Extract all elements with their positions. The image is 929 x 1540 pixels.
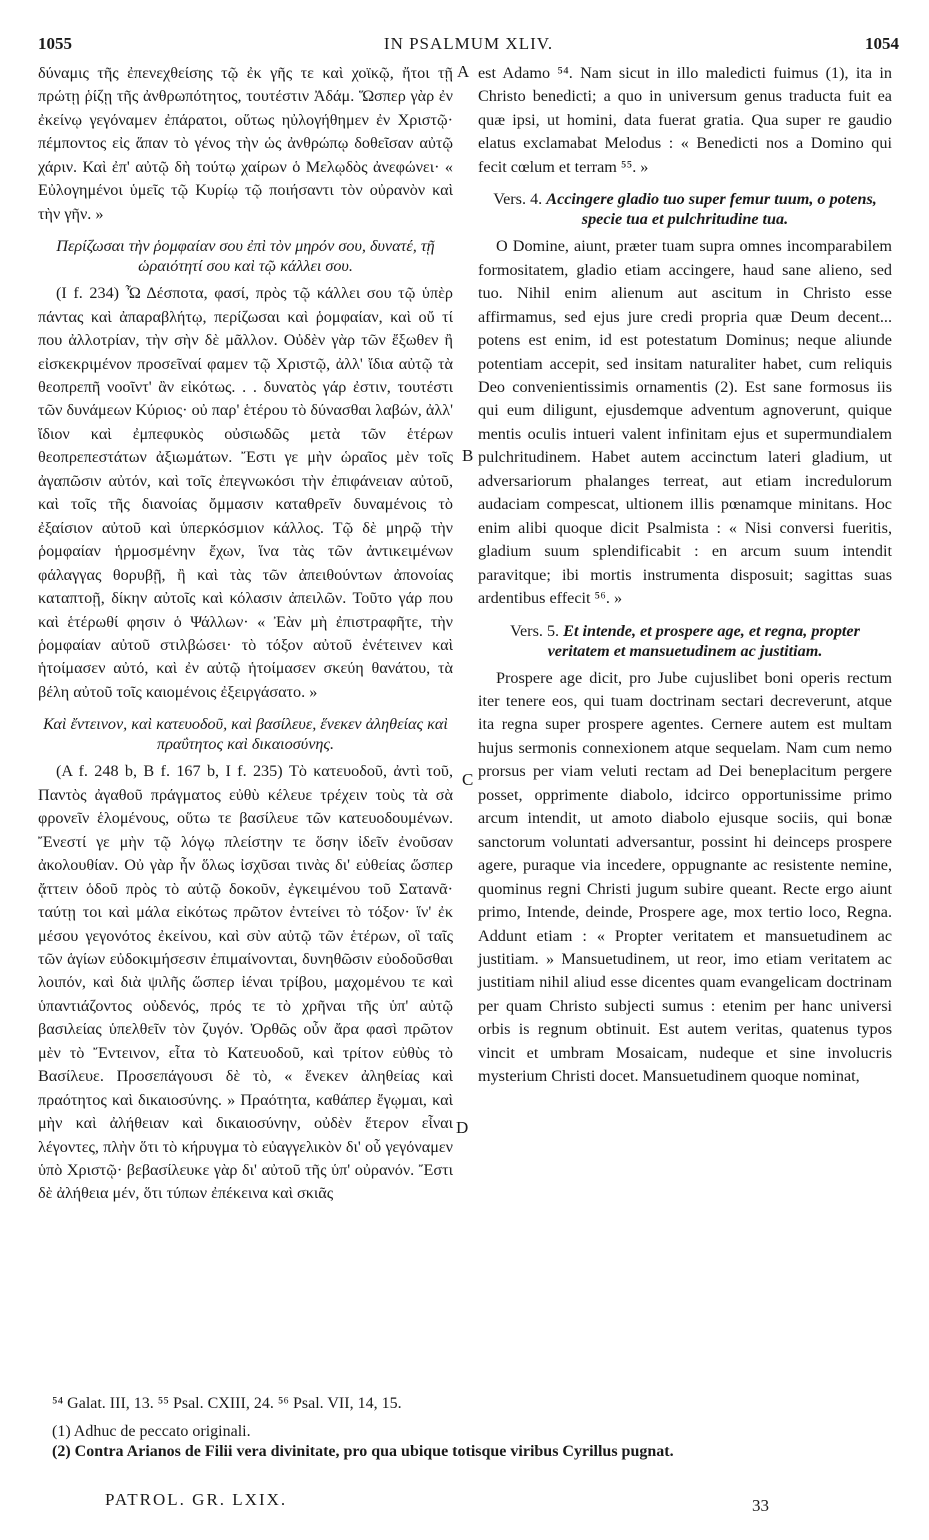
running-title: IN PSALMUM XLIV.	[383, 34, 554, 53]
latin-intro: est Adamo ⁵⁴. Nam sicut in illo maledicti fuimus (1), ita in Christo benedicti; a quo in universum genus traducta fuit ea quæ ipsi, ut homini, data fuerat gratia. Qua super re gaudio elatus exclamabat Melodus : « Benedicti nos a Domino qui fecit cœlum et terram ⁵⁵. »	[478, 64, 892, 176]
margin-marker-c: C	[462, 770, 474, 789]
latin-verse-4-text: Accingere gladio tuo super femur tuum, o potens, specie tua et pulchritudine tua.	[546, 190, 877, 229]
latin-verse-5	[478, 621, 892, 661]
greek-verse-4: Περίζωσαι τὴν ῥομφαίαν σου ἐπὶ τὸν μηρόν σου, δυνατέ, τῇ ὡραιότητί σου καὶ τῷ κάλλει σου.	[56, 237, 435, 276]
latin-verse-5-text: Et intende, et prospere age, et regna, propter veritatem et mansuetudinem ac justitiam.	[547, 621, 860, 660]
series-signature: PATROL. GR. LXIX.	[105, 1490, 288, 1509]
latin-verse-5-label: Vers. 5.	[510, 621, 560, 640]
greek-verse-5: Καὶ ἔντεινον, καὶ κατευοδοῦ, καὶ βασίλευε, ἕνεκεν ἀληθείας καὶ πραΰτητος καὶ δικαιοσύνης.	[43, 715, 448, 754]
latin-verse-4	[478, 189, 892, 229]
footnote-2: (2) Contra Arianos de Filii vera divinitate, pro qua ubique totisque viribus Cyrillus pugnat.	[52, 1443, 674, 1460]
greek-commentary-5: (A f. 248 b, B f. 167 b, I f. 235) Τὸ κατευοδοῦ, ἀντὶ τοῦ, Παντὸς ἀγαθοῦ πράγματος εὐθὺ κέλευε τρέχειν τοὺς τὰ σὰ φρονεῖν ἑλομένους, οὕτω τε βασίλευε τῶν κατευοδουμένων. Ἔνεστί γε μὴν τῷ λόγῳ πλείστην τε ὅσην ἰδεῖν ἐνοῦσαν ἀκολουθίαν. Οὐ γὰρ ἦν ὅλως ἰσχῦσαι τινὰς δι' εὐθείας ὥσπερ ᾄττειν ὁδοῦ πρὸς τὸ αὐτῷ δοκοῦν, ἐγκειμένου τοῦ Σατανᾶ· ταύτῃ τοι καὶ μάλα εἰκότως πρῶτον ἐντείνει τὸ τόξον· ἵν' ἐκ μέσου γεγονότος ἐκείνου, καὶ σὺν αὐτῷ τῶν ἑτέρων, οἳ ταῖς τῶν ἁγίων εὐδοκιμήσεσιν ἐπιμαίνονται, δυνηθῶσιν εὐοδοῦσθαι λοιπόν, καὶ διὰ ψιλῆς ὥσπερ ἰέναι τρίβου, μαχομένου τε καὶ ὑπαντιάζοντος οὐδενός, πρός τε τὸ χρῆναι τῆς ὑπ' αὐτῷ βασιλείας ὑπελθεῖν τὸν ζυγόν. Ὀρθῶς οὖν ἄρα φασὶ πρῶτον μὲν τὸ Ἔντεινον, εἶτα τὸ Κατευοδοῦ, καὶ τρίτον εὐθὺς τὸ Βασίλευε. Προσεπάγουσι δὲ τὸ, « ἕνεκεν ἀληθείας καὶ πραότητος καὶ δικαιοσύνης. » Πραότητα, καθάπερ ἔγῳμαι, καὶ μὴν καὶ ἀλήθειαν καὶ δικαιοσύνην, οὐδὲν ἕτερον εἶναι λέγοντες, πλὴν ὅτι τὸ κήρυγμα τὸ εὐαγγελικὸν δι' οὗ γεγόναμεν ὑπὸ Χριστῷ· βεβασίλευκε γὰρ δι' αὐτοῦ τῆς ὑπ' οὐρανόν. Ἔστι δὲ ἀλήθεια μέν, ὅτι τύπων ἐπέκεινα καὶ σκιᾶς	[38, 762, 453, 1203]
greek-commentary-4: (I f. 234) Ὦ Δέσποτα, φασί, πρὸς τῷ κάλλει σου τῷ ὑπὲρ πάντας καὶ ἀπαραβλήτῳ, περίζωσαι καὶ ῥομφαίαν, καὶ οὔ τί που ἀλλοτρίαν, τὴν σὴν δὲ μᾶλλον. Οὐδὲν γὰρ τῶν ἔξωθεν ἢ εἰσκεκριμένον προσεῖναί φαμεν τῷ Χριστῷ, ἀλλ' ἴδια αὐτῷ τὰ θεοπρεπῆ νοοῖντ' ἂν εἰκότως. . . δυνατὸς γάρ ἐστιν, τουτέστι τῶν δυνάμεων Κύριος· οὐ παρ' ἑτέρου τὸ δύνασθαι λαβών, ἀλλ' ἴδιον καὶ ἐμπεφυκὸς οὐσιωδῶς μετὰ τῶν ἑτέρων θεοπρεπεστάτων ἀξιωμάτων. Ἔστι γε μὴν ὡραῖος μὲν τοῖς ἀγαπῶσιν αὐτόν, καὶ τοῖς ἐπεγνωκόσι τὴν ἐπιφάνειαν αὐτοῦ, καὶ τοῖς τῆς διανοίας ὄμμασιν καταθρεῖν δυναμένοις τὸ ἐξαίσιον αὐτοῦ καὶ ὑπερκόσμιον κάλλος. Τῷ δὲ μηρῷ τὴν ῥομφαίαν ἡρμοσμένην ἔχων, ἵνα τὰς τῶν ἀντικειμένων φάλαγγας θορυβῇ, ἢ καὶ τὰς τῶν ἀπειθούντων ἀπονοίας καταπτοῇ, δίκην αὐτοῖς καὶ κόλασιν ἀπειλῶν. Τοῦτο γάρ που καὶ ἑτέρωθί φησιν ὁ Ψάλλων· « Ἐὰν μὴ ἐπιστραφῆτε, τὴν ῥομφαίαν αὐτοῦ στιλβώσει· τὸ τόξον αὐτοῦ ἐνέτεινεν καὶ ἡτοίμασεν αὐτό, καὶ ἐν αὐτῷ ἡτοίμασεν σκεύη θανάτου, τὰ βέλη αὐτοῦ τοῖς καιομένοις ἐξειργάσατο. »	[38, 284, 453, 701]
margin-marker-b: B	[462, 446, 474, 465]
signature-number: 33	[752, 1496, 769, 1515]
greek-intro: δύναμις τῆς ἐπενεχθείσης τῷ ἐκ γῆς τε καὶ χοϊκῷ, ἤτοι τῇ πρώτῃ ῥίζῃ τῆς ἀνθρωπότητος, τουτέστιν Ἀδάμ. Ὥσπερ γὰρ ἐν ἐκείνῳ γεγόναμεν ἐπάρατοι, οὕτως ηὐλογήθημεν ἐν Χριστῷ· πέμποντος εἰς ἅπαν τὸ γένος τὴν ὡς ἀνθρώπῳ δοθεῖσαν αὐτῷ χάριν. Καὶ ἐπ' αὐτῷ δὴ τούτῳ χαίρων ὁ Μελῳδὸς ἀνεφώνει· « Εὐλογημένοι ὑμεῖς τῷ Κυρίῳ τῷ ποιήσαντι τὸν οὐρανὸν καὶ τὴν γῆν. »	[38, 64, 453, 223]
latin-commentary-5: Prospere age dicit, pro Jube cujuslibet boni operis rectum iter tenere eos, qui tuam doctrinam sectari decreverunt, atque ita regna super prospere agentes. Cernere autem est multam hujus sermonis connexionem atque sequelam. Nam cum nemo prorsus per viam veluti rectam ad Dei beneplacitum pergere posset, opprimente diabolo, idcirco opportunissime primo arcum intendit, ut amoto diabolo ejusque sociis, qui bonæ sanctorum voluntati adversantur, possint hi deinceps prospere agere, puraque via incedere, oppugnante ac resistente nemine, quominus regni Christi jugum subire queant. Recte ergo aiunt primo, Intende, deinde, Prospere age, mox tertio loco, Regna. Addunt etiam : « Propter veritatem et mansuetudinem ac justitiam. » Mansuetudinem, ut reor, imo etiam veritatem ac justitiam nihil aliud esse dicentes quam evangelicam doctrinam per quam Christo subjecti sumus : etenim per hanc universi orbis is regnum obtinuit. Est autem veritas, quatenus typos vincit et umbram Mosaicam, nudeque et sine involucris mysterium Christi docet. Mansuetudinem quoque nominat,	[478, 668, 892, 1086]
latin-commentary-4: O Domine, aiunt, præter tuam supra omnes incomparabilem formositatem, gladio etiam accingere, haud sane alieno, sed tuo. Nihil enim alienum aut ascitum in Christo esse affirmamus, sed ejus jure credi propria quæ Deum decent... potens est enim, id est potestatum Dominus; neque aliunde potentiam accepit, sed insitam naturaliter habet, cum reliquis Deo convenientissimis ornamentis (2). Est sane formosus iis qui eum diligunt, ejusdemque adventum agnoverunt, quique mentis oculis intueri valent infinitam ejus et supermundialem pulchritudinem. Habet autem accinctum lateri gladium, ut adversariorum phalanges terreat, aut etiam incredulorum audaciam compescat, ultionem illis pœnamque minitans. Hoc enim alibi quoque dicit Psalmista : « Nisi conversi fueritis, gladium suum splendificabit : en arcum suum intendit paravitque; ibi mortis instrumenta disposuit; sagittas suas ardentibus effecit ⁵⁶. »	[478, 237, 892, 608]
margin-marker-d: D	[456, 1118, 469, 1137]
scripture-references: ⁵⁴ Galat. III, 13. ⁵⁵ Psal. CXIII, 24. ⁵⁶ Psal. VII, 14, 15.	[52, 1395, 402, 1412]
greek-column	[38, 62, 453, 1206]
footnote-1: (1) Adhuc de peccato originali.	[52, 1423, 251, 1440]
margin-marker-a: A	[457, 62, 470, 81]
latin-verse-4-label: Vers. 4.	[493, 190, 543, 209]
latin-column	[478, 62, 892, 1089]
column-number-right: 1054	[865, 34, 899, 53]
column-number-left: 1055	[38, 34, 72, 53]
running-header	[38, 34, 899, 54]
